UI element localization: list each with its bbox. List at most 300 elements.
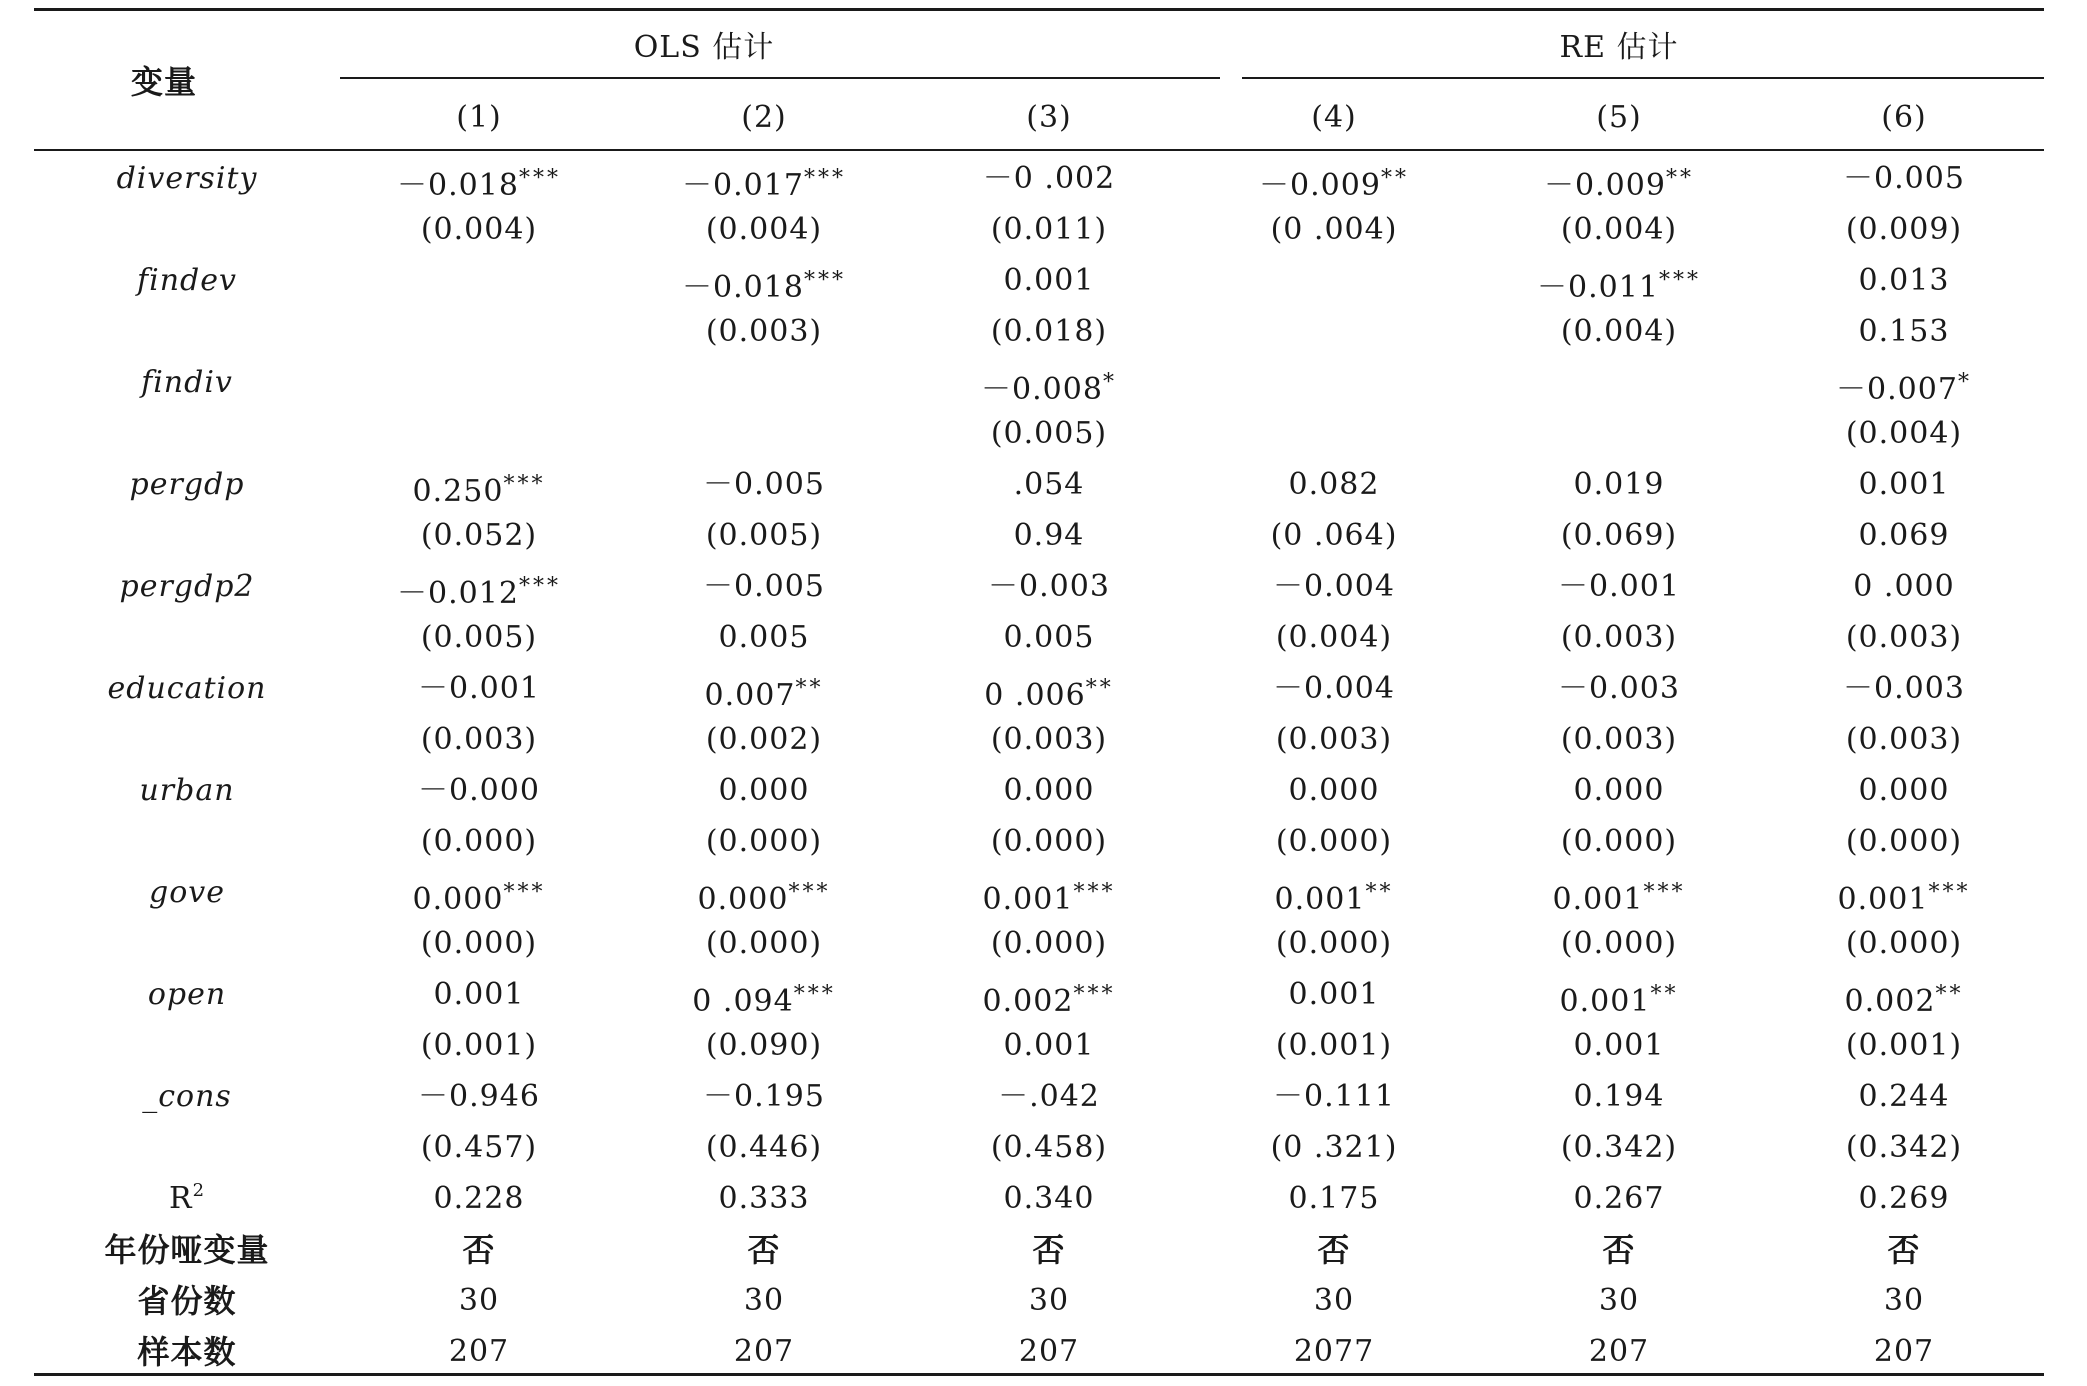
significance-stars: * [1957, 370, 1972, 395]
table-cell [1764, 720, 2044, 760]
table-cell [339, 975, 619, 1015]
table-cell [909, 363, 1189, 410]
row-label-superscript: 2 [192, 1180, 206, 1201]
table-cell [1194, 1128, 1474, 1168]
row-label [47, 873, 327, 913]
row-label [47, 1332, 327, 1372]
cell-value: (0.003) [1560, 620, 1678, 655]
cell-value: (0.342) [1845, 1130, 1963, 1165]
row-label-text: diversity [116, 161, 258, 196]
cell-value: (0.000) [705, 926, 823, 961]
row-label [47, 669, 327, 709]
table-cell [339, 1077, 619, 1117]
column-header-6: (6) [1881, 100, 1927, 135]
table-cell [339, 159, 619, 206]
table-cell [1764, 975, 2044, 1022]
table-cell [339, 771, 619, 811]
cell-value: －0.111 [1273, 1079, 1395, 1114]
table-cell [1194, 159, 1474, 206]
cell-value: －0.011 [1537, 270, 1659, 305]
table-cell [1194, 1179, 1474, 1219]
cell-value: －0.003 [988, 569, 1110, 604]
table-cell [909, 822, 1189, 862]
cell-value: (0.000) [1560, 926, 1678, 961]
table-cell [1479, 1128, 1759, 1168]
cell-value: (0.000) [420, 926, 538, 961]
cell-value: (0.000) [1560, 824, 1678, 859]
significance-stars: ** [795, 676, 824, 701]
cell-value: 0.001 [1573, 1028, 1665, 1063]
significance-stars: *** [503, 472, 546, 497]
cell-value: 0.002 [982, 984, 1074, 1019]
cell-value: 0.001 [1552, 882, 1644, 917]
header-rule [34, 149, 2044, 151]
table-cell [339, 1332, 619, 1372]
cell-value: －0.018 [682, 270, 804, 305]
cell-value: 0.001 [433, 977, 525, 1012]
table-cell [1479, 924, 1759, 964]
table-cell [624, 1128, 904, 1168]
cell-value: (0.000) [990, 926, 1108, 961]
significance-stars: *** [1073, 880, 1116, 905]
cell-value: 0.001 [1559, 984, 1651, 1019]
cell-value: (0.005) [705, 518, 823, 553]
row-label-text: open [147, 977, 227, 1012]
cell-value: (0.000) [990, 824, 1108, 859]
cell-value: 30 [1883, 1283, 1925, 1318]
significance-stars: ** [1365, 880, 1394, 905]
table-cell [909, 618, 1189, 658]
cell-value: 207 [1588, 1334, 1650, 1369]
cell-value: (0.005) [420, 620, 538, 655]
table-cell [339, 618, 619, 658]
cell-value: 0.000 [1288, 773, 1380, 808]
table-cell [909, 159, 1189, 199]
table-cell [1764, 465, 2044, 505]
row-label [47, 975, 327, 1015]
cell-value: (0.018) [990, 314, 1108, 349]
table-cell [1194, 1026, 1474, 1066]
table-cell [1764, 873, 2044, 920]
table-cell [1479, 618, 1759, 658]
table-cell [1479, 159, 1759, 206]
cell-value: (0.000) [1845, 926, 1963, 961]
column-header-2: (2) [741, 100, 787, 135]
cell-value: (0.004) [1275, 620, 1393, 655]
cell-value: 0 .006 [984, 678, 1086, 713]
table-cell [1194, 720, 1474, 760]
cell-value: (0.004) [1560, 314, 1678, 349]
cell-value: －0.001 [1558, 569, 1680, 604]
row-label [47, 465, 327, 505]
cell-value: 0.001 [1003, 1028, 1095, 1063]
table-cell [1479, 720, 1759, 760]
row-label [47, 1179, 327, 1219]
cell-value: (0.004) [420, 212, 538, 247]
group-header-ols: OLS 估计 [633, 30, 775, 65]
cell-value: 0.019 [1573, 467, 1665, 502]
cell-value: (0.001) [1275, 1028, 1393, 1063]
table-cell [339, 465, 619, 512]
table-cell [339, 720, 619, 760]
cell-value: 0.001 [1858, 467, 1950, 502]
table-cell [1764, 1077, 2044, 1117]
row-label [47, 771, 327, 811]
table-cell [1479, 1179, 1759, 1219]
table-cell [909, 1179, 1189, 1219]
cell-value: .054 [1013, 467, 1085, 502]
table-cell [1479, 567, 1759, 607]
table-cell [909, 720, 1189, 760]
table-cell [909, 1230, 1189, 1270]
cell-value: (0.004) [1845, 416, 1963, 451]
table-cell [1764, 567, 2044, 607]
table-cell [1194, 618, 1474, 658]
table-cell [1764, 771, 2044, 811]
cell-value: 207 [1873, 1334, 1935, 1369]
row-label-text: 省份数 [137, 1282, 237, 1320]
table-cell [624, 567, 904, 607]
cell-value: (0.000) [705, 824, 823, 859]
cell-value: 否 [462, 1231, 496, 1269]
cell-value: 否 [1032, 1231, 1066, 1269]
table-cell [1764, 312, 2044, 352]
significance-stars: *** [788, 880, 831, 905]
table-cell [624, 618, 904, 658]
table-cell [909, 1077, 1189, 1117]
significance-stars: *** [1643, 880, 1686, 905]
cell-value: 0.267 [1573, 1181, 1665, 1216]
cell-value: －0.009 [1544, 168, 1666, 203]
cell-value: (0.000) [1845, 824, 1963, 859]
cell-value: 0.001 [1003, 263, 1095, 298]
table-cell [339, 1179, 619, 1219]
table-cell [624, 516, 904, 556]
cell-value: 0.005 [718, 620, 810, 655]
table-cell [1479, 210, 1759, 250]
table-cell [909, 1332, 1189, 1372]
table-cell [1479, 312, 1759, 352]
table-cell [1479, 516, 1759, 556]
table-cell [1194, 1230, 1474, 1270]
table-cell [624, 669, 904, 716]
column-header-1: (1) [456, 100, 502, 135]
cell-value: 0.333 [718, 1181, 810, 1216]
cell-value: (0.003) [705, 314, 823, 349]
cell-value: 0.001 [1274, 882, 1366, 917]
cell-value: 207 [1018, 1334, 1080, 1369]
cell-value: (0 .064) [1270, 518, 1398, 553]
cell-value: 0.007 [704, 678, 796, 713]
cell-value: 0.001 [1288, 977, 1380, 1012]
cell-value: 30 [1598, 1283, 1640, 1318]
table-cell [1764, 1230, 2044, 1270]
cell-value: (0 .004) [1270, 212, 1398, 247]
table-cell [1479, 822, 1759, 862]
cell-value: 30 [743, 1283, 785, 1318]
table-cell [1764, 924, 2044, 964]
row-label-text: 样本数 [137, 1333, 237, 1371]
row-label-text: gove [149, 875, 225, 910]
table-cell [339, 210, 619, 250]
row-label-text: urban [139, 773, 235, 808]
table-cell [909, 975, 1189, 1022]
cell-value: －0.000 [418, 773, 540, 808]
table-cell [1194, 1281, 1474, 1321]
table-cell [909, 1026, 1189, 1066]
cell-value: －0.195 [703, 1079, 825, 1114]
cell-value: (0.000) [420, 824, 538, 859]
table-cell [624, 822, 904, 862]
cell-value: (0.457) [420, 1130, 538, 1165]
table-cell [339, 1281, 619, 1321]
cell-value: 0.005 [1003, 620, 1095, 655]
table-cell [1479, 669, 1759, 709]
cell-value: 0.001 [1837, 882, 1929, 917]
table-cell [1194, 924, 1474, 964]
row-label-text: R [168, 1181, 193, 1216]
table-cell [1194, 1332, 1474, 1372]
cell-value: －0.018 [397, 168, 519, 203]
table-cell [1764, 261, 2044, 301]
cell-value: 0.000 [1858, 773, 1950, 808]
table-cell [1194, 465, 1474, 505]
table-cell [624, 924, 904, 964]
table-cell [909, 210, 1189, 250]
table-cell [909, 465, 1189, 505]
cell-value: (0.009) [1845, 212, 1963, 247]
table-cell [909, 1128, 1189, 1168]
bottom-rule [34, 1373, 2044, 1376]
cell-value: 0.000 [1573, 773, 1665, 808]
table-cell [1194, 822, 1474, 862]
cell-value: 0 .094 [692, 984, 794, 1019]
table-cell [1764, 1026, 2044, 1066]
cell-value: 0.340 [1003, 1181, 1095, 1216]
cell-value: 0.000 [697, 882, 789, 917]
table-cell [624, 210, 904, 250]
significance-stars: ** [1085, 676, 1114, 701]
cell-value: 0.000 [412, 882, 504, 917]
table-cell [1479, 771, 1759, 811]
table-cell [909, 924, 1189, 964]
cell-value: (0.458) [990, 1130, 1108, 1165]
table-cell [624, 261, 904, 308]
table-cell [909, 567, 1189, 607]
cell-value: －0.004 [1273, 671, 1395, 706]
table-cell [1764, 1281, 2044, 1321]
table-cell [1194, 975, 1474, 1015]
table-cell [624, 1281, 904, 1321]
table-cell [1764, 1128, 2044, 1168]
cell-value: (0.001) [420, 1028, 538, 1063]
row-label-text: 年份哑变量 [104, 1231, 270, 1269]
cell-value: －0.005 [703, 569, 825, 604]
cell-value: (0.000) [1275, 824, 1393, 859]
table-cell [1764, 159, 2044, 199]
significance-stars: * [1102, 370, 1117, 395]
cell-value: (0.003) [1560, 722, 1678, 757]
cell-value: －0.003 [1843, 671, 1965, 706]
cell-value: 0.153 [1858, 314, 1950, 349]
table-cell [624, 1179, 904, 1219]
significance-stars: *** [518, 574, 561, 599]
table-cell [1764, 822, 2044, 862]
cell-value: (0.052) [420, 518, 538, 553]
cell-value: (0.003) [990, 722, 1108, 757]
cell-value: －0.008 [981, 372, 1103, 407]
table-cell [909, 312, 1189, 352]
significance-stars: *** [803, 268, 846, 293]
group-header-re: RE 估计 [1559, 30, 1679, 65]
cell-value: 0.175 [1288, 1181, 1380, 1216]
table-cell [624, 873, 904, 920]
cell-value: －0.007 [1836, 372, 1958, 407]
group-rule-re [1242, 77, 2044, 79]
cell-value: －0 .002 [982, 161, 1116, 196]
significance-stars: *** [1073, 982, 1116, 1007]
cell-value: (0.342) [1560, 1130, 1678, 1165]
table-cell [1479, 1230, 1759, 1270]
significance-stars: ** [1935, 982, 1964, 1007]
cell-value: (0.002) [705, 722, 823, 757]
cell-value: 0.000 [1003, 773, 1095, 808]
table-cell [624, 312, 904, 352]
row-label-text: education [107, 671, 267, 706]
cell-value: －0.012 [397, 576, 519, 611]
table-cell [1479, 873, 1759, 920]
significance-stars: *** [503, 880, 546, 905]
table-cell [624, 1230, 904, 1270]
row-label [47, 261, 327, 301]
cell-value: －0.004 [1273, 569, 1395, 604]
significance-stars: ** [1650, 982, 1679, 1007]
table-cell [1764, 1332, 2044, 1372]
cell-value: 0.013 [1858, 263, 1950, 298]
table-cell [339, 924, 619, 964]
row-label [47, 567, 327, 607]
table-cell [1764, 516, 2044, 556]
cell-value: (0.003) [420, 722, 538, 757]
table-cell [624, 465, 904, 505]
regression-table [34, 8, 2044, 1378]
cell-value: 0.002 [1844, 984, 1936, 1019]
cell-value: (0.004) [1560, 212, 1678, 247]
cell-value: (0.011) [990, 212, 1108, 247]
table-cell [1479, 1077, 1759, 1117]
table-cell [1764, 414, 2044, 454]
table-cell [624, 1077, 904, 1117]
table-cell [1194, 516, 1474, 556]
row-label [47, 1281, 327, 1321]
significance-stars: *** [803, 166, 846, 191]
table-cell [339, 1230, 619, 1270]
cell-value: －0.009 [1259, 168, 1381, 203]
cell-value: (0.000) [1275, 926, 1393, 961]
table-cell [339, 873, 619, 920]
cell-value: 2077 [1293, 1334, 1375, 1369]
cell-value: 0.000 [718, 773, 810, 808]
table-cell [1194, 873, 1474, 920]
cell-value: 否 [1317, 1231, 1351, 1269]
table-cell [339, 822, 619, 862]
table-cell [1479, 465, 1759, 505]
cell-value: －0.003 [1558, 671, 1680, 706]
cell-value: －.042 [998, 1079, 1100, 1114]
cell-value: 207 [448, 1334, 510, 1369]
cell-value: (0 .321) [1270, 1130, 1398, 1165]
cell-value: －0.005 [703, 467, 825, 502]
significance-stars: *** [518, 166, 561, 191]
cell-value: 0.244 [1858, 1079, 1950, 1114]
cell-value: 30 [1313, 1283, 1355, 1318]
cell-value: 0.269 [1858, 1181, 1950, 1216]
row-label [47, 159, 327, 199]
cell-value: (0.005) [990, 416, 1108, 451]
table-cell [624, 1332, 904, 1372]
table-cell [909, 516, 1189, 556]
table-cell [1479, 975, 1759, 1022]
table-cell [1194, 1077, 1474, 1117]
table-cell [624, 720, 904, 760]
table-cell [339, 516, 619, 556]
table-cell [909, 771, 1189, 811]
cell-value: 0.069 [1858, 518, 1950, 553]
table-cell [1194, 210, 1474, 250]
table-cell [1764, 1179, 2044, 1219]
cell-value: 否 [1602, 1231, 1636, 1269]
column-header-3: (3) [1026, 100, 1072, 135]
table-cell [909, 1281, 1189, 1321]
table-cell [909, 873, 1189, 920]
table-cell [624, 975, 904, 1022]
cell-value: 0.94 [1013, 518, 1085, 553]
table-cell [624, 771, 904, 811]
cell-value: 0.194 [1573, 1079, 1665, 1114]
cell-value: 否 [1887, 1231, 1921, 1269]
cell-value: －0.001 [418, 671, 540, 706]
column-header-4: (4) [1311, 100, 1357, 135]
cell-value: (0.003) [1845, 722, 1963, 757]
cell-value: 0 .000 [1853, 569, 1955, 604]
cell-value: (0.004) [705, 212, 823, 247]
significance-stars: ** [1380, 166, 1409, 191]
table-cell [624, 159, 904, 206]
cell-value: 0.250 [412, 474, 504, 509]
cell-value: (0.003) [1275, 722, 1393, 757]
row-label-text: findev [137, 263, 237, 298]
cell-value: (0.446) [705, 1130, 823, 1165]
column-header-5: (5) [1596, 100, 1642, 135]
row-label [47, 1230, 327, 1270]
table-cell [1479, 261, 1759, 308]
table-cell [1194, 771, 1474, 811]
significance-stars: ** [1665, 166, 1694, 191]
table-cell [339, 669, 619, 709]
significance-stars: *** [793, 982, 836, 1007]
cell-value: 0.001 [982, 882, 1074, 917]
row-label-text: pergdp2 [119, 569, 255, 604]
variable-header: 变量 [130, 63, 197, 101]
table-cell [339, 1026, 619, 1066]
row-label [47, 1077, 327, 1117]
table-cell [1764, 669, 2044, 709]
cell-value: －0.017 [682, 168, 804, 203]
table-cell [1194, 567, 1474, 607]
cell-value: 207 [733, 1334, 795, 1369]
table-cell [624, 1026, 904, 1066]
table-cell [909, 261, 1189, 301]
